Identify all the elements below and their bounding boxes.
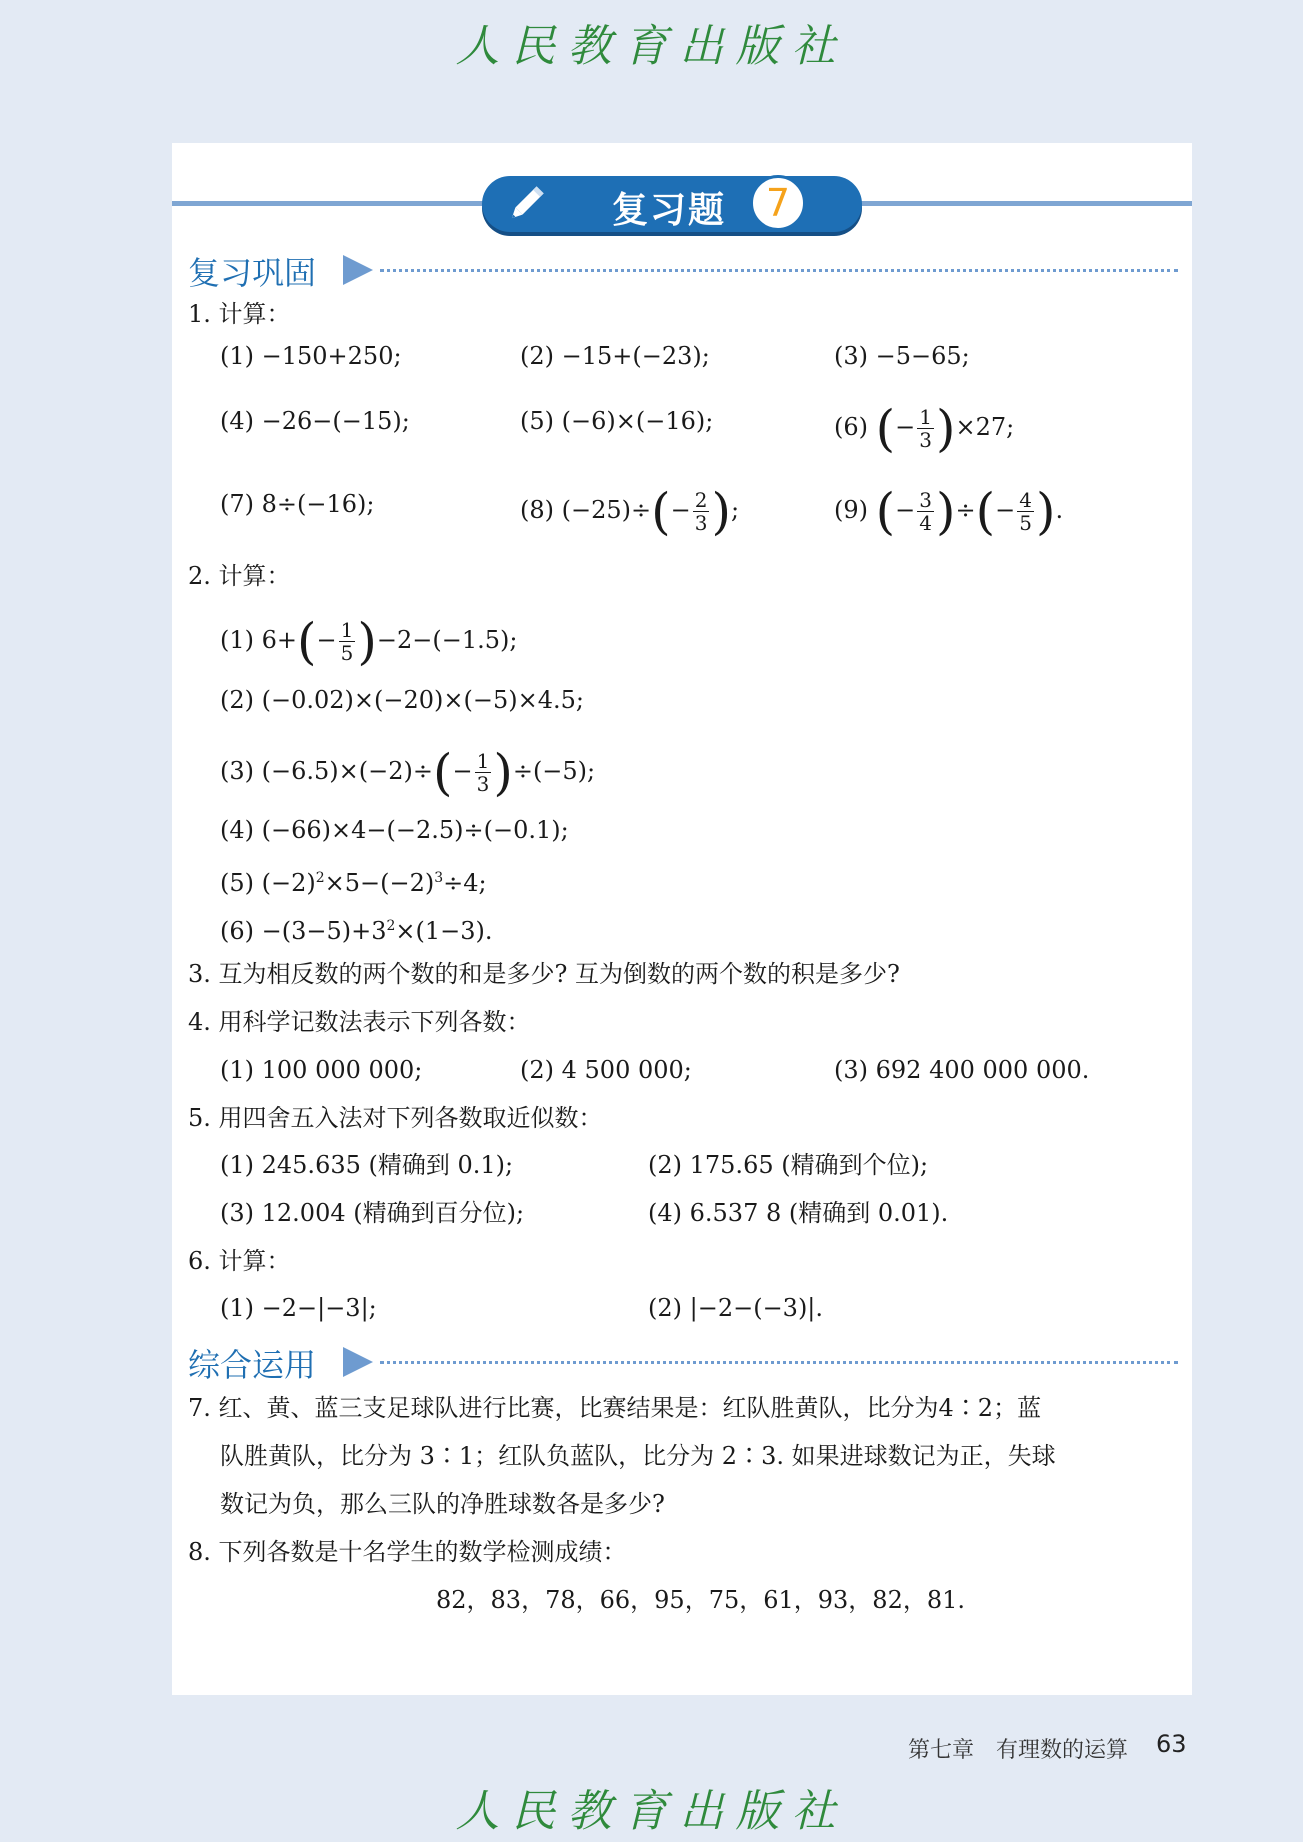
publisher-watermark-top: 人民教育出版社 — [455, 21, 848, 72]
q2-part-6: $(6) -(3-5)+3^2\times(1-3)$. — [220, 917, 493, 945]
play-arrow-icon — [343, 1347, 373, 1377]
q1-part-4: (4) −26−(−15); — [220, 407, 410, 435]
section-title: 综合运用 — [188, 1346, 317, 1384]
q5-part-3: (3) 12.004 (精确到百分位); — [220, 1199, 525, 1227]
q5-part-4: (4) 6.537 8 (精确到 0.01). — [648, 1199, 949, 1227]
fraction: $\frac{1}{3}$ — [476, 749, 490, 796]
q2-part-4: (4) (−66)×4−(−2.5)÷(−0.1); — [220, 816, 569, 844]
q6-part-2: (2) |−2−(−3)|. — [648, 1294, 824, 1322]
question-2: 2. 计算： — [188, 562, 291, 590]
q1-part-3: (3) −5−65; — [834, 342, 970, 370]
chapter-number-badge: 7 — [750, 175, 806, 231]
question-7-line-1: 7. 红、黄、蓝三支足球队进行比赛，比赛结果是：红队胜黄队，比分为4∶2；蓝 — [188, 1394, 1042, 1422]
q4-part-1: (1) 100 000 000; — [220, 1056, 423, 1084]
section-review — [188, 248, 1178, 292]
page-title: 复习题 — [612, 190, 727, 231]
q1-part-1: (1) −150+250; — [220, 342, 402, 370]
question-7-line-2: 队胜黄队，比分为 3∶1；红队负蓝队，比分为 2∶3. 如果进球数记为正，失球 — [220, 1442, 1056, 1470]
fraction: $\frac{1}{3}$ — [919, 405, 932, 452]
q1-part-8: (8) (−25)÷(− $\frac{2}{3}$ ); — [520, 482, 740, 541]
q8-scores: 82，83，78，66，95，75，61，93，82，81. — [436, 1586, 966, 1614]
page-number: 63 — [1156, 1730, 1187, 1758]
section-apply — [188, 1340, 1178, 1384]
question-4: 4. 用科学记数法表示下列各数： — [188, 1008, 531, 1036]
q4-part-2: (2) 4 500 000; — [520, 1056, 692, 1084]
dotted-divider — [380, 1361, 1178, 1364]
question-8: 8. 下列各数是十名学生的数学检测成绩： — [188, 1538, 627, 1566]
fraction: $\frac{3}{4}$ — [919, 488, 932, 535]
q1-part-2: (2) −15+(−23); — [520, 342, 710, 370]
q4-part-3: (3) 692 400 000 000. — [834, 1056, 1090, 1084]
q2-part-2: (2) (−0.02)×(−20)×(−5)×4.5; — [220, 686, 584, 714]
play-arrow-icon — [343, 255, 373, 285]
title-banner — [482, 176, 862, 232]
question-3: 3. 互为相反数的两个数的和是多少? 互为倒数的两个数的积是多少? — [188, 960, 900, 988]
q5-part-2: (2) 175.65 (精确到个位); — [648, 1151, 929, 1179]
q5-part-1: (1) 245.635 (精确到 0.1); — [220, 1151, 514, 1179]
question-7-line-3: 数记为负，那么三队的净胜球数各是多少? — [220, 1490, 665, 1518]
chapter-footer: 第七章 有理数的运算 — [908, 1738, 1129, 1763]
question-1: 1. 计算： — [188, 300, 291, 328]
exercise-sheet — [172, 143, 1192, 1695]
q1-part-5: (5) (−6)×(−16); — [520, 407, 714, 435]
dotted-divider — [380, 269, 1178, 272]
fraction: $\frac{2}{3}$ — [694, 488, 708, 535]
section-title: 复习巩固 — [188, 254, 317, 292]
fraction: $\frac{1}{5}$ — [340, 618, 354, 665]
q2-part-1: (1) 6+(− $\frac{1}{5}$ )−2−(−1.5); — [220, 612, 518, 671]
pencil-icon — [504, 182, 548, 226]
q6-part-1: (1) −2−|−3|; — [220, 1294, 377, 1322]
q1-part-9: (9) (− $\frac{3}{4}$ )÷(− $\frac{4}{5}$ ). — [834, 482, 1064, 541]
q2-part-5: (5) $(-2)^2\times 5-(-2)^3\div 4$; — [220, 869, 487, 897]
q2-part-3: (3) (−6.5)×(−2)÷(− $\frac{1}{3}$ )÷(−5); — [220, 743, 596, 802]
q1-part-7: (7) 8÷(−16); — [220, 490, 375, 518]
q1-part-6: (6) (− $\frac{1}{3}$ )×27; — [834, 399, 1015, 458]
question-6: 6. 计算： — [188, 1247, 291, 1275]
question-5: 5. 用四舍五入法对下列各数取近似数： — [188, 1104, 603, 1132]
fraction: $\frac{4}{5}$ — [1019, 488, 1032, 535]
publisher-watermark-bottom: 人民教育出版社 — [455, 1786, 848, 1837]
